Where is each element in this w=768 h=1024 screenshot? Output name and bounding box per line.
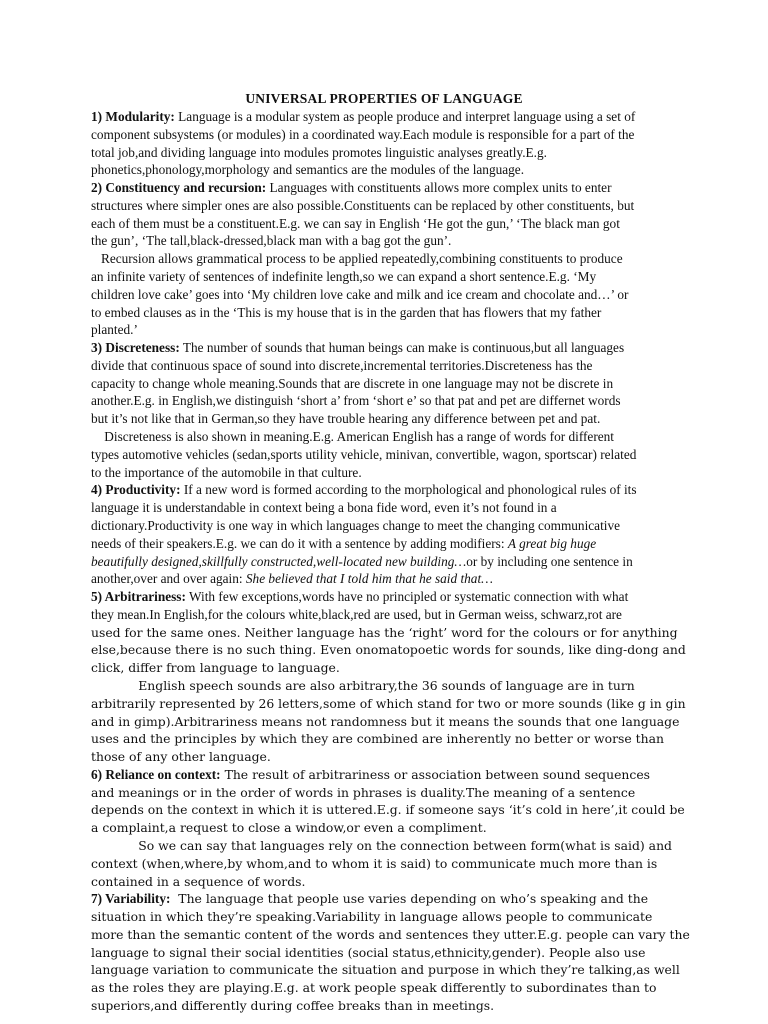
text-line [91, 428, 614, 445]
text-line [91, 766, 650, 783]
text-segment: to the importance of the automobile in that culture. [91, 464, 362, 480]
text-segment: capacity to change whole meaning.Sounds that are discrete in one language may not be discrete in [91, 375, 614, 391]
text-line [91, 375, 613, 392]
text-segment: English speech sounds are also arbitrary,the 36 sounds of language are in turn [91, 677, 635, 693]
text-line [91, 837, 672, 854]
text-line [91, 535, 596, 552]
text-line [91, 481, 637, 498]
text-segment: children love cake’ goes into ‘My children love cake and milk and ice cream and chocolate and…’ or [91, 286, 629, 302]
text-segment: total job,and dividing language into modules promotes linguistic analyses greatly.E.g. [91, 144, 547, 160]
text-line [91, 339, 624, 356]
text-segment: but it’s not like that in German,so they have trouble hearing any difference between pet and pat. [91, 411, 601, 427]
text-segment: With few exceptions,words have no principled or systematic connection with what [185, 589, 629, 605]
text-segment: Language is a modular system as people produce and interpret language using a set of [174, 109, 636, 124]
text-line [91, 232, 451, 249]
text-segment: structures where simpler ones are also possible.Constituents can be replaced by other constituents, but [91, 197, 635, 213]
text-segment: The result of arbitrariness or association between sound sequences [220, 766, 651, 782]
text-line [91, 392, 621, 409]
text-segment: click, differ from language to language. [91, 660, 340, 676]
text-line [91, 926, 690, 943]
text-segment: Languages with constituents allows more complex units to enter [266, 180, 612, 196]
text-segment: a complaint,a request to close a window,or even a compliment. [91, 820, 487, 836]
text-segment: dictionary.Productivity is one way in which languages change to meet the changing communicative [91, 517, 621, 533]
text-line [91, 286, 628, 303]
example-text: She believed that I told him that he said that… [245, 571, 493, 587]
text-segment: as the roles they are playing.E.g. at work people speak differently to subordinates than to [91, 980, 657, 996]
text-line [91, 695, 686, 712]
text-line [91, 108, 635, 125]
text-line [91, 588, 628, 605]
text-line [91, 446, 636, 463]
text-line [91, 410, 600, 427]
text-line [91, 890, 648, 907]
text-line [91, 321, 138, 338]
text-line [91, 570, 493, 587]
text-segment: those of any other language. [91, 749, 271, 765]
text-line [91, 517, 620, 534]
text-segment: So we can say that languages rely on the connection between form(what is said) and [91, 837, 672, 853]
text-segment: arbitrarily represented by 26 letters,some of which stand for two or more sounds (like g in gin [91, 695, 686, 711]
text-segment: and meanings or in the order of words in phrases is duality.The meaning of a sentence [91, 784, 636, 800]
text-segment: situation in which they’re speaking.Variability in language allows people to communicate [91, 909, 653, 925]
text-line [91, 801, 685, 818]
text-segment: the gun’, ‘The tall,black-dressed,black man with a bag got the gun’. [91, 233, 452, 249]
text-segment: language it is understandable in context being a bona fide word, even it’s not found in a [91, 500, 557, 516]
text-segment: another,over and over again: [91, 571, 246, 587]
text-segment: more than the semantic content of the words and sentences they utter.E.g. people can vary the [91, 926, 690, 942]
document-title: UNIVERSAL PROPERTIES OF LANGUAGE [245, 91, 523, 106]
text-line [91, 624, 678, 641]
text-segment: planted.’ [91, 322, 138, 338]
text-line [91, 641, 686, 658]
text-line [91, 784, 635, 801]
text-segment: context (when,where,by whom,and to whom it is said) to communicate much more than is [91, 855, 658, 871]
text-segment: superiors,and differently during coffee breaks than in meetings. [91, 998, 495, 1013]
text-line [91, 215, 620, 232]
text-segment: Discreteness is also shown in meaning.E.g. American English has a range of words for different [91, 429, 615, 445]
text-line [91, 357, 592, 374]
text-segment: an infinite variety of sentences of indefinite length,so we can expand a short sentence.E.g. ‘My [91, 269, 597, 285]
text-line [91, 961, 680, 978]
text-line [91, 659, 340, 676]
text-line [91, 144, 547, 161]
text-line [91, 553, 633, 570]
text-line [91, 997, 494, 1014]
text-segment: The language that people use varies depending on who’s speaking and the [170, 891, 649, 907]
text-line [91, 464, 362, 481]
section-heading: 7) Variability: [91, 891, 171, 907]
text-segment: used for the same ones. Neither language has the ‘right’ word for the colours or for anything [91, 624, 678, 640]
example-text: beautifully designed,skillfully constructed,well-located new building… [91, 553, 467, 569]
text-line [91, 944, 645, 961]
text-segment: uses and the principles by which they are combined are inherently no better or worse than [91, 731, 664, 747]
text-segment: contained in a sequence of words. [91, 873, 306, 889]
text-segment: or by including one sentence in [466, 553, 633, 569]
text-segment: If a new word is formed according to the morphological and phonological rules of its [180, 482, 637, 498]
text-line [91, 730, 664, 747]
text-line [91, 268, 596, 285]
text-segment: component subsystems (or modules) in a coordinated way.Each module is responsible for a part of the [91, 126, 635, 142]
text-line [91, 161, 524, 178]
example-text: A great big huge [507, 535, 597, 551]
text-line [91, 748, 271, 765]
text-segment: and in gimp).Arbitrariness means not randomness but it means the sounds that one language [91, 713, 680, 729]
text-line [91, 304, 601, 321]
text-segment: each of them must be a constituent.E.g. we can say in English ‘He got the gun,’ ‘The black man got [91, 215, 620, 231]
text-line [91, 250, 623, 267]
text-segment: to embed clauses as in the ‘This is my house that is in the garden that has flowers that my father [91, 304, 602, 320]
text-segment: types automotive vehicles (sedan,sports utility vehicle, minivan, convertible, wagon, sportscar) related [91, 446, 637, 462]
text-line [91, 855, 657, 872]
text-line [91, 179, 612, 196]
section-heading: 2) Constituency and recursion: [91, 180, 267, 196]
text-line [91, 499, 557, 516]
text-line [91, 126, 634, 143]
text-segment: language to signal their social identities (social status,ethnicity,gender). People also use [91, 944, 646, 960]
text-line [91, 677, 635, 694]
section-heading: 4) Productivity: [91, 482, 181, 498]
text-segment: divide that continuous space of sound into discrete,incremental territories.Discreteness has the [91, 357, 593, 373]
text-line [91, 908, 652, 925]
text-segment: another.E.g. in English,we distinguish ‘short a’ from ‘short e’ so that pat and pet are differnet words [91, 393, 621, 409]
text-segment: they mean.In English,for the colours white,black,red are used, but in German weiss, schwarz,rot are [91, 606, 622, 622]
section-heading: 1) Modularity: [91, 109, 175, 124]
text-line [91, 606, 622, 623]
text-segment: depends on the context in which it is uttered.E.g. if someone says ‘it’s cold in here’,it could be [91, 802, 685, 818]
section-heading: 3) Discreteness: [91, 340, 180, 356]
text-line [91, 197, 634, 214]
text-segment: needs of their speakers.E.g. we can do it with a sentence by adding modifiers: [91, 535, 508, 551]
text-segment: Recursion allows grammatical process to be applied repeatedly,combining constituents to produce [91, 251, 623, 267]
text-line [91, 713, 679, 730]
text-segment: phonetics,phonology,morphology and semantics are the modules of the language. [91, 162, 525, 178]
text-segment: language variation to communicate the situation and purpose in which they’re talking,as well [91, 962, 680, 978]
text-line [91, 819, 487, 836]
text-segment: The number of sounds that human beings can make is continuous,but all languages [179, 340, 625, 356]
text-line [91, 873, 305, 890]
text-line [91, 979, 656, 996]
text-segment: else,because there is no such thing. Even onomatopoetic words for sounds, like ding-dong and [91, 642, 686, 658]
section-heading: 5) Arbitrariness: [91, 589, 186, 605]
section-heading: 6) Reliance on context: [91, 766, 221, 782]
